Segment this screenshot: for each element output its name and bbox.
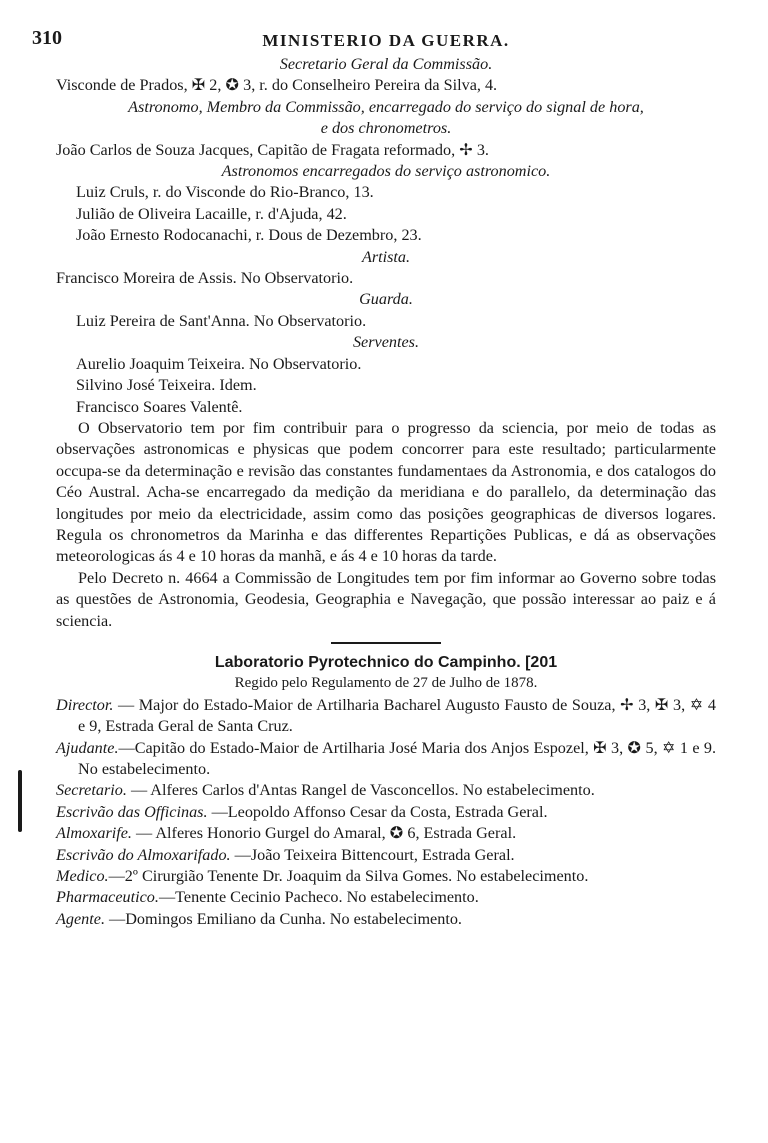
astronomo-heading-line1: Astronomo, Membro da Commissão, encarregado do serviço do signal de hora,	[128, 97, 644, 116]
servente-entry: Aurelio Joaquim Teixeira. No Observatorio.	[76, 354, 362, 373]
astronomo-entry: Julião de Oliveira Lacaille, r. d'Ajuda, 42.	[76, 204, 347, 223]
staff-text: — Alferes Carlos d'Antas Rangel de Vasconcellos. No estabelecimento.	[126, 781, 595, 800]
serventes-heading: Serventes.	[352, 333, 420, 352]
commissao-description: Pelo Decreto n. 4664 a Commissão de Longitudes tem por fim informar ao Governo sobre todas as questões de Astronomia, Geodesia, Geographia e Navegação, que possão interessar ao paiz e á sciencia.	[56, 568, 716, 630]
staff-entry-medico	[56, 866, 716, 887]
staff-entry-pharmaceutico	[56, 887, 716, 908]
section-divider	[331, 642, 441, 644]
astronomo-entry: Luiz Cruls, r. do Visconde do Rio-Branco, 13.	[76, 183, 374, 202]
running-title: MINISTERIO DA GUERRA.	[262, 31, 510, 50]
margin-ink-mark	[18, 770, 22, 832]
staff-text: —Leopoldo Affonso Cesar da Costa, Estrada Geral.	[207, 802, 548, 821]
astronomos-heading: Astronomos encarregados do serviço astronomico.	[221, 162, 551, 181]
staff-text: —Capitão do Estado-Maior de Artilharia José Maria dos Anjos Espozel, ✠ 3, ✪ 5, ✡ 1 e 9. No estabelecimento.	[78, 738, 716, 778]
guarda-entry: Luiz Pereira de Sant'Anna. No Observatorio.	[76, 311, 367, 330]
staff-entry-escrivao-officinas	[56, 802, 716, 823]
role-label: Escrivão do Almoxarifado.	[56, 845, 231, 864]
staff-text: —2º Cirurgião Tenente Dr. Joaquim da Silva Gomes. No estabelecimento.	[108, 867, 589, 886]
role-label: Ajudante.	[56, 738, 119, 757]
staff-text: — Alferes Honorio Gurgel do Amaral, ✪ 6, Estrada Geral.	[131, 824, 517, 843]
secretario-entry: Visconde de Prados, ✠ 2, ✪ 3, r. do Conselheiro Pereira da Silva, 4.	[56, 76, 498, 95]
laboratorio-subtitle: Regido pelo Regulamento de 27 de Julho de 1878.	[234, 675, 538, 692]
page-header	[32, 27, 716, 54]
laboratorio-title: Laboratorio Pyrotechnico do Campinho. [201	[214, 653, 558, 671]
servente-entry: Silvino José Teixeira. Idem.	[76, 376, 257, 395]
staff-entry-secretario	[56, 780, 716, 801]
staff-entry-almoxarife	[56, 823, 716, 844]
staff-text: — Major do Estado-Maior de Artilharia Bacharel Augusto Fausto de Souza, ✢ 3, ✠ 3, ✡ 4 e 9, Estrada Geral de Santa Cruz.	[78, 695, 716, 736]
role-label: Almoxarife.	[56, 824, 132, 843]
servente-entry: Francisco Soares Valentê.	[76, 397, 243, 416]
role-label: Medico.	[56, 867, 109, 886]
staff-text: —João Teixeira Bittencourt, Estrada Geral.	[230, 845, 515, 864]
document-page	[32, 27, 716, 930]
staff-text: —Domingos Emiliano da Cunha. No estabelecimento.	[105, 909, 462, 928]
staff-text: —Tenente Cecinio Pacheco. No estabelecimento.	[158, 888, 479, 907]
observatorio-description: O Observatorio tem por fim contribuir para o progresso da sciencia, por meio de todas as observações astronomicas e physicas que podem concorrer para este resultado; particularmente occupa-se da determinação e revisão das constantes fundamentaes da Astronomia, e dos catalogos do Céo Austral. Acha-se encarregado da medição da meridiana e do parallelo, da determinação das longitudes por meio da electricidade, assim como das posições geographicas de diversos logares. Regula os chronometros da Marinha e das differentes Repartições Publicas, e dá as observações meteorologicas ás 4 e 10 horas da manhã, e ás 4 e 10 horas da tarde.	[56, 418, 716, 566]
joao-carlos-entry: João Carlos de Souza Jacques, Capitão de Fragata reformado, ✢ 3.	[56, 140, 489, 159]
role-label: Agente.	[56, 909, 105, 928]
artista-heading: Artista.	[361, 247, 411, 266]
page-number: 310	[32, 27, 62, 49]
artista-entry: Francisco Moreira de Assis. No Observatorio.	[56, 269, 354, 288]
staff-entry-agente	[56, 909, 716, 930]
guarda-heading: Guarda.	[359, 290, 413, 309]
role-label: Pharmaceutico.	[56, 888, 159, 907]
role-label: Escrivão das Officinas.	[56, 802, 208, 821]
staff-entry-escrivao-almoxarifado	[56, 845, 716, 866]
astronomo-heading-line2: e dos chronometros.	[320, 119, 452, 138]
staff-entry-director	[56, 695, 716, 738]
astronomo-entry: João Ernesto Rodocanachi, r. Dous de Dezembro, 23.	[76, 226, 422, 245]
role-label: Secretario.	[56, 781, 127, 800]
secretario-heading: Secretario Geral da Commissão.	[279, 55, 493, 73]
role-label: Director.	[56, 695, 114, 714]
staff-entry-ajudante	[56, 738, 716, 781]
